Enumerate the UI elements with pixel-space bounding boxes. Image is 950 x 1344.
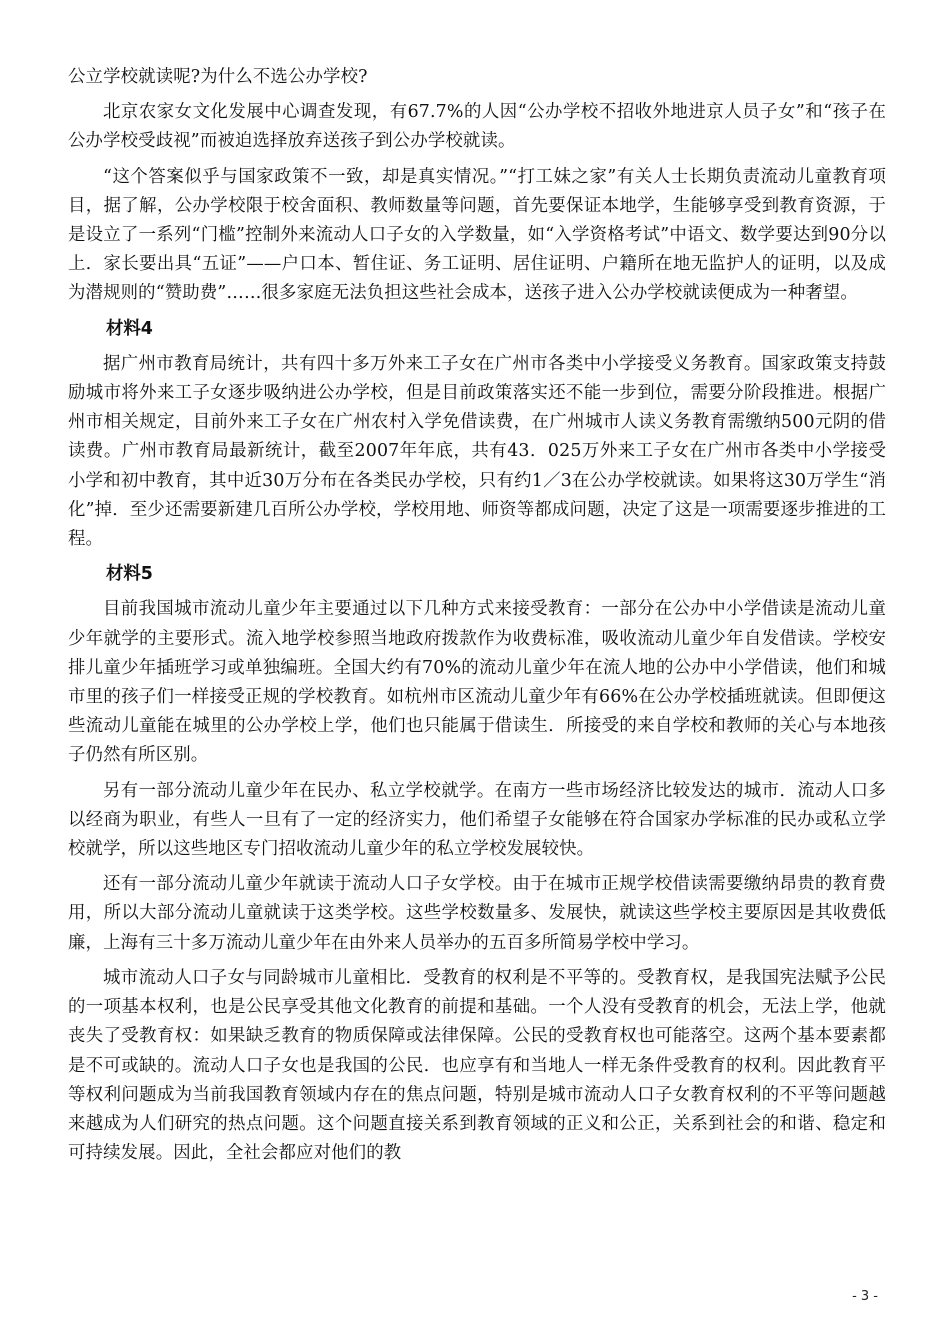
page-number: - 3 -	[852, 1289, 878, 1304]
paragraph-continuation: 公立学校就读呢?为什么不选公办学校?	[68, 67, 368, 87]
paragraph-guangzhou: 据广州市教育局统计，共有四十多万外来工子女在广州市各类中小学接受义务教育。国家政策支持鼓励城市将外来工子女逐步吸纳进公办学校，但是目前政策落实还不能一步到位，需要分阶段推进。根据广州市相关规定，目前外来工子女在广州农村入学免借读费，在广州城市人读义务教育需缴纳500元阴的借读费。广州市教育局最新统计，截至2007年年底，共有43．025万外来工子女在广州市各类中小学接受小学和初中教育，其中近30万分布在各类民办学校，只有约1／3在公办学校就读。如果将这30万学生“消化”掉．至少还需要新建几百所公办学校，学校用地、师资等都成问题，决定了这是一项需要逐步推进的工程。	[68, 353, 886, 550]
paragraph-migrant-schools: 还有一部分流动儿童少年就读于流动人口子女学校。由于在城市正规学校借读需要缴纳昂贵的教育费用，所以大部分流动儿童就读于这类学校。这些学校数量多、发展快，就读这些学校主要原因是其收费低廉，上海有三十多万流动儿童少年在由外来人员举办的五百多所简易学校中学习。	[68, 874, 886, 953]
paragraph-education-rights: 城市流动人口子女与同龄城市儿童相比．受教育的权利是不平等的。受教育权，是我国宪法赋予公民的一项基本权利，也是公民享受其他文化教育的前提和基础。一个人没有受教育的机会，无法上学，他就丧失了受教育权：如果缺乏教育的物质保障或法律保障。公民的受教育权也可能落空。这两个基本要素都是不可或缺的。流动人口子女也是我国的公民．也应享有和当地人一样无条件受教育的权利。因此教育平等权利问题成为当前我国教育领域内存在的焦点问题，特别是城市流动人口子女教育权利的不平等问题越来越成为人们研究的热点问题。这个问题直接关系到教育领域的正义和公正，关系到社会的和谐、稳定和可持续发展。因此，全社会都应对他们的教	[68, 967, 886, 1164]
paragraph-survey: 北京农家女文化发展中心调查发现，有67.7%的人因“公办学校不招收外地进京人员子女”和“孩子在公办学校受歧视”而被迫选择放弃送孩子到公办学校就读。	[68, 102, 886, 152]
paragraph-public-schools: 目前我国城市流动儿童少年主要通过以下几种方式来接受教育：一部分在公办中小学借读是流动儿童少年就学的主要形式。流入地学校参照当地政府拨款作为收费标准，吸收流动儿童少年自发借读。学校安排儿童少年插班学习或单独编班。全国大约有70%的流动儿童少年在流人地的公办中小学借读，他们和城市里的孩子们一样接受正规的学校教育。如杭州市区流动儿童少年有66%在公办学校插班就读。但即便这些流动儿童能在城里的公办学校上学，他们也只能属于借读生．所接受的来自学校和教师的关心与本地孩子仍然有所区别。	[68, 599, 886, 766]
document-body	[68, 63, 886, 1168]
paragraph-quote: “这个答案似乎与国家政策不一致，却是真实情况。”“打工妹之家”有关人士长期负责流动儿童教育项目，据了解，公办学校限于校舍面积、教师数量等问题，首先要保证本地学，生能够享受到教育资源，于是设立了一系列“门槛”控制外来流动人口子女的入学数量，如“入学资格考试”中语文、数学要达到90分以上．家长要出具“五证”——户口本、暂住证、务工证明、居住证明、户籍所在地无监护人的证明，以及成为潜规则的“赞助费”……很多家庭无法负担这些社会成本，送孩子进入公办学校就读便成为一种奢望。	[68, 166, 886, 304]
section-heading-material-5: 材料5	[106, 564, 153, 585]
paragraph-private-schools: 另有一部分流动儿童少年在民办、私立学校就学。在南方一些市场经济比较发达的城市．流动人口多以经商为职业，有些人一旦有了一定的经济实力，他们希望子女能够在符合国家办学标准的民办或私立学校就学，所以这些地区专门招收流动儿童少年的私立学校发展较快。	[68, 780, 886, 860]
section-heading-material-4: 材料4	[106, 318, 153, 339]
